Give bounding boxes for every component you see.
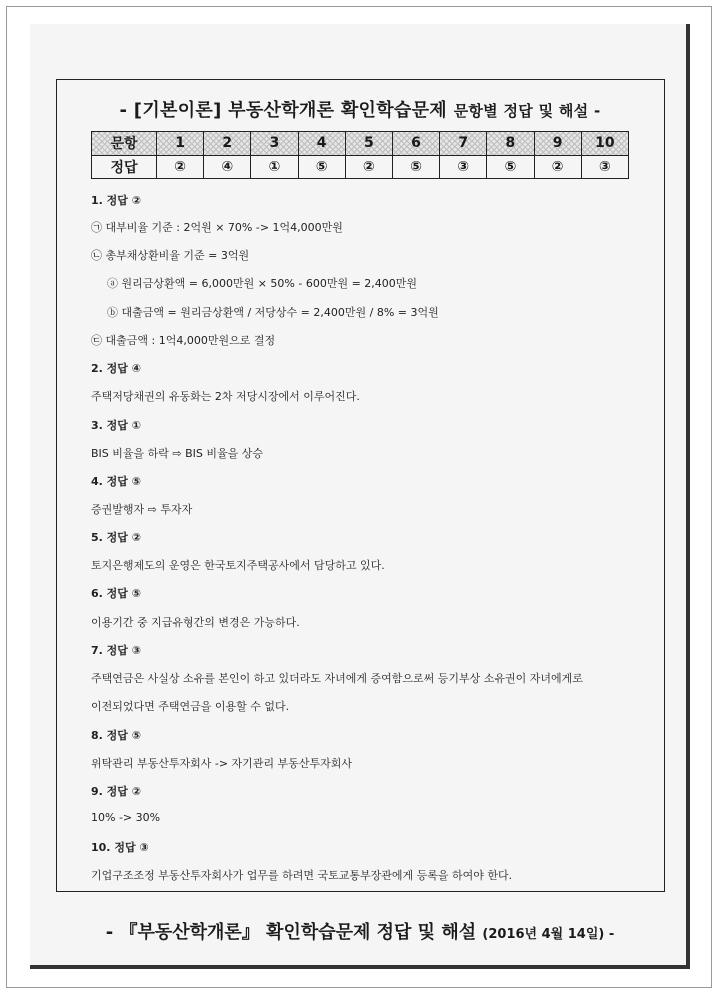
answer-table-header-row (92, 132, 629, 156)
question-number: 10 (581, 132, 628, 156)
question-number: 6 (392, 132, 439, 156)
footer-date: (2016년 4월 14일) - (482, 927, 615, 942)
q2-heading: 2. 정답 ④ (91, 362, 142, 375)
question-number: 8 (487, 132, 534, 156)
page-title-main: - [기본이론] 부동산학개론 확인학습문제 (119, 100, 447, 121)
answer-cell: ⑤ (487, 155, 534, 179)
answer-table-header-label: 문항 (92, 132, 157, 156)
q1-item-c: ㉢ 대출금액 : 1억4,000만원으로 결정 (91, 334, 276, 347)
q5-heading: 5. 정답 ② (91, 531, 142, 544)
q10-text: 기업구조조정 부동산투자회사가 업무를 하려면 국토교통부장관에게 등록을 하여야 한다. (91, 869, 513, 882)
question-number: 5 (345, 132, 392, 156)
q1-item-a: ㉠ 대부비율 기준 : 2억원 × 70% -> 1억4,000만원 (91, 221, 343, 234)
q1-item-b2: ⓑ 대출금액 = 원리금상환액 / 저당상수 = 2,400만원 / 8% = 3억원 (107, 306, 439, 319)
page-title-sub: 문항별 정답 및 해설 - (453, 102, 601, 120)
question-number: 2 (204, 132, 251, 156)
answer-cell: ⑤ (392, 155, 439, 179)
q1-item-b: ㉡ 총부채상환비율 기준 = 3억원 (91, 249, 250, 262)
question-number: 9 (534, 132, 581, 156)
q5-text: 토지은행제도의 운영은 한국토지주택공사에서 담당하고 있다. (91, 559, 385, 572)
footer-title: - 『부동산학개론』 확인학습문제 정답 및 해설 (105, 922, 477, 943)
q7-text-line2: 이전되었다면 주택연금을 이용할 수 없다. (91, 700, 290, 713)
answer-cell: ① (251, 155, 298, 179)
answer-table-answer-label: 정답 (92, 155, 157, 179)
answer-cell: ③ (440, 155, 487, 179)
q4-heading: 4. 정답 ⑤ (91, 475, 142, 488)
q10-heading: 10. 정답 ③ (91, 841, 149, 854)
page-footer (0, 918, 720, 944)
page-title (0, 96, 720, 122)
q3-heading: 3. 정답 ① (91, 419, 142, 432)
q1-item-b1: ⓐ 원리금상환액 = 6,000만원 × 50% - 600만원 = 2,400만원 (107, 277, 418, 290)
answer-cell: ② (157, 155, 204, 179)
answer-table-answer-row (92, 155, 629, 179)
q1-heading: 1. 정답 ② (91, 194, 142, 207)
answer-cell: ② (534, 155, 581, 179)
answer-cell: ⑤ (298, 155, 345, 179)
q7-heading: 7. 정답 ③ (91, 644, 142, 657)
question-number: 3 (251, 132, 298, 156)
answer-cell: ④ (204, 155, 251, 179)
answer-cell: ② (345, 155, 392, 179)
question-number: 1 (157, 132, 204, 156)
q7-text-line1: 주택연금은 사실상 소유를 본인이 하고 있더라도 자녀에게 증여함으로써 등기부상 소유권이 자녀에게로 (91, 672, 583, 685)
q8-heading: 8. 정답 ⑤ (91, 729, 142, 742)
q2-text: 주택저당채권의 유동화는 2차 저당시장에서 이루어진다. (91, 390, 360, 403)
answer-table (91, 131, 629, 179)
answer-cell: ③ (581, 155, 628, 179)
q6-heading: 6. 정답 ⑤ (91, 587, 142, 600)
question-number: 4 (298, 132, 345, 156)
question-number: 7 (440, 132, 487, 156)
q3-text: BIS 비율을 하락 ⇨ BIS 비율을 상승 (91, 447, 264, 460)
q9-text: 10% -> 30% (91, 811, 161, 824)
q8-text: 위탁관리 부동산투자회사 -> 자기관리 부동산투자회사 (91, 757, 352, 770)
q9-heading: 9. 정답 ② (91, 785, 142, 798)
q6-text: 이용기간 중 지급유형간의 변경은 가능하다. (91, 616, 300, 629)
q4-text: 증권발행자 ⇨ 투자자 (91, 503, 193, 516)
